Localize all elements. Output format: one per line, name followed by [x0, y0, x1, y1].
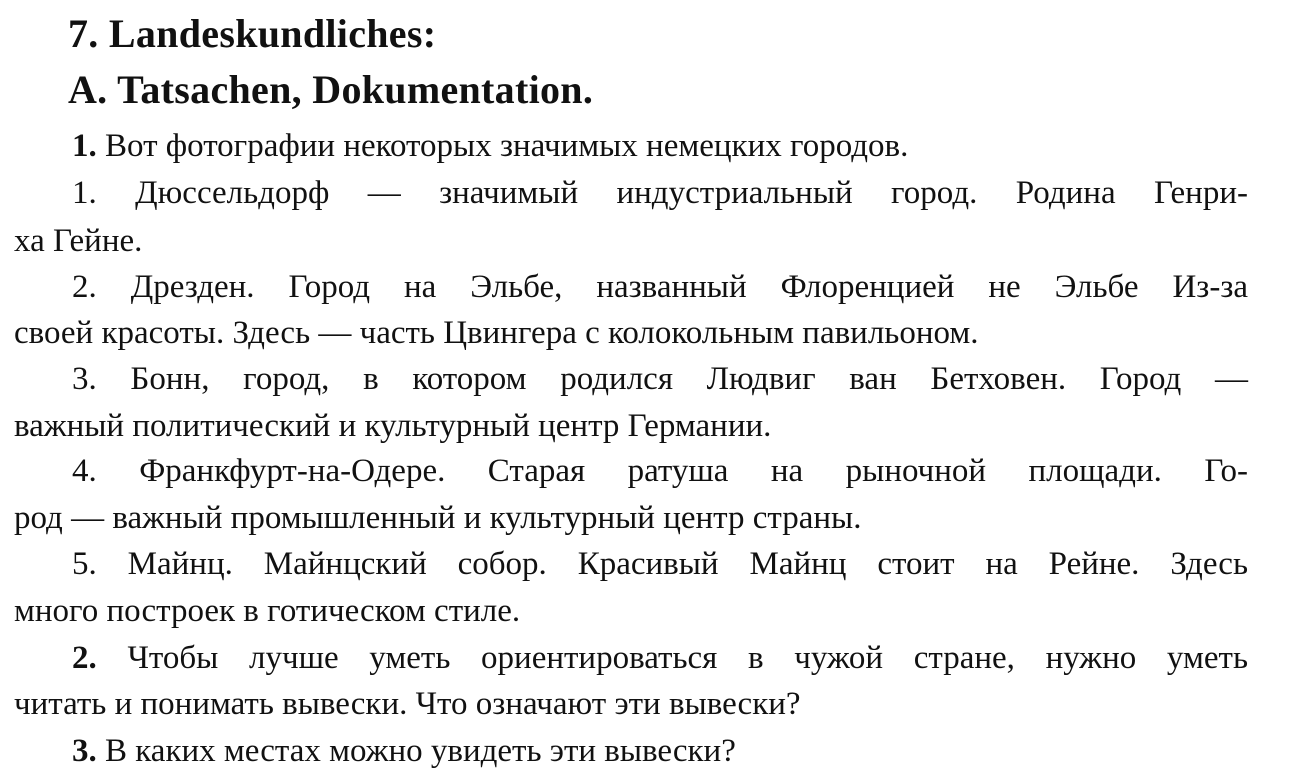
- item-5-line-1: 5. Майнц. Майнцский собор. Красивый Майнц стоит на Рейне. Здесь: [72, 546, 1248, 582]
- item-4-line-2: род — важный промышленный и культурный центр страны.: [14, 500, 862, 536]
- task-1: [72, 130, 908, 163]
- task-2-text: Чтобы лучше уметь ориентироваться в чужой стране, нужно уметь: [127, 640, 1249, 676]
- item-2-line-2: своей красоты. Здесь — часть Цвингера с колокольным павильоном.: [14, 315, 979, 351]
- task-1-text: Вот фотографии некоторых значимых немецких городов.: [105, 128, 909, 164]
- task-1-number: 1.: [72, 128, 97, 164]
- task-3-text: В каких местах можно увидеть эти вывески?: [105, 733, 736, 769]
- item-2-line-1: 2. Дрезден. Город на Эльбе, названный Флоренцией не Эльбе Из-за: [72, 269, 1248, 305]
- task-2-line-2: читать и понимать вывески. Что означают эти вывески?: [14, 686, 801, 722]
- task-3: [72, 735, 736, 768]
- task-3-number: 3.: [72, 733, 97, 769]
- item-1-line-2: ха Гейне.: [14, 223, 143, 259]
- item-5-line-2: много построек в готическом стиле.: [14, 593, 521, 629]
- task-2-number: 2.: [72, 640, 97, 676]
- section-title: 7. Landeskundliches:: [68, 11, 437, 56]
- item-1-line-1: 1. Дюссельдорф — значимый индустриальный город. Родина Генри-: [72, 175, 1248, 211]
- task-2-line-1: [72, 642, 1248, 675]
- section-subtitle: A. Tatsachen, Dokumentation.: [68, 67, 594, 112]
- item-3-line-2: важный политический и культурный центр Германии.: [14, 408, 772, 444]
- item-3-line-1: 3. Бонн, город, в котором родился Людвиг ван Бетховен. Город —: [72, 361, 1248, 397]
- item-4-line-1: 4. Франкфурт-на-Одере. Старая ратуша на рыночной площади. Го-: [72, 453, 1248, 489]
